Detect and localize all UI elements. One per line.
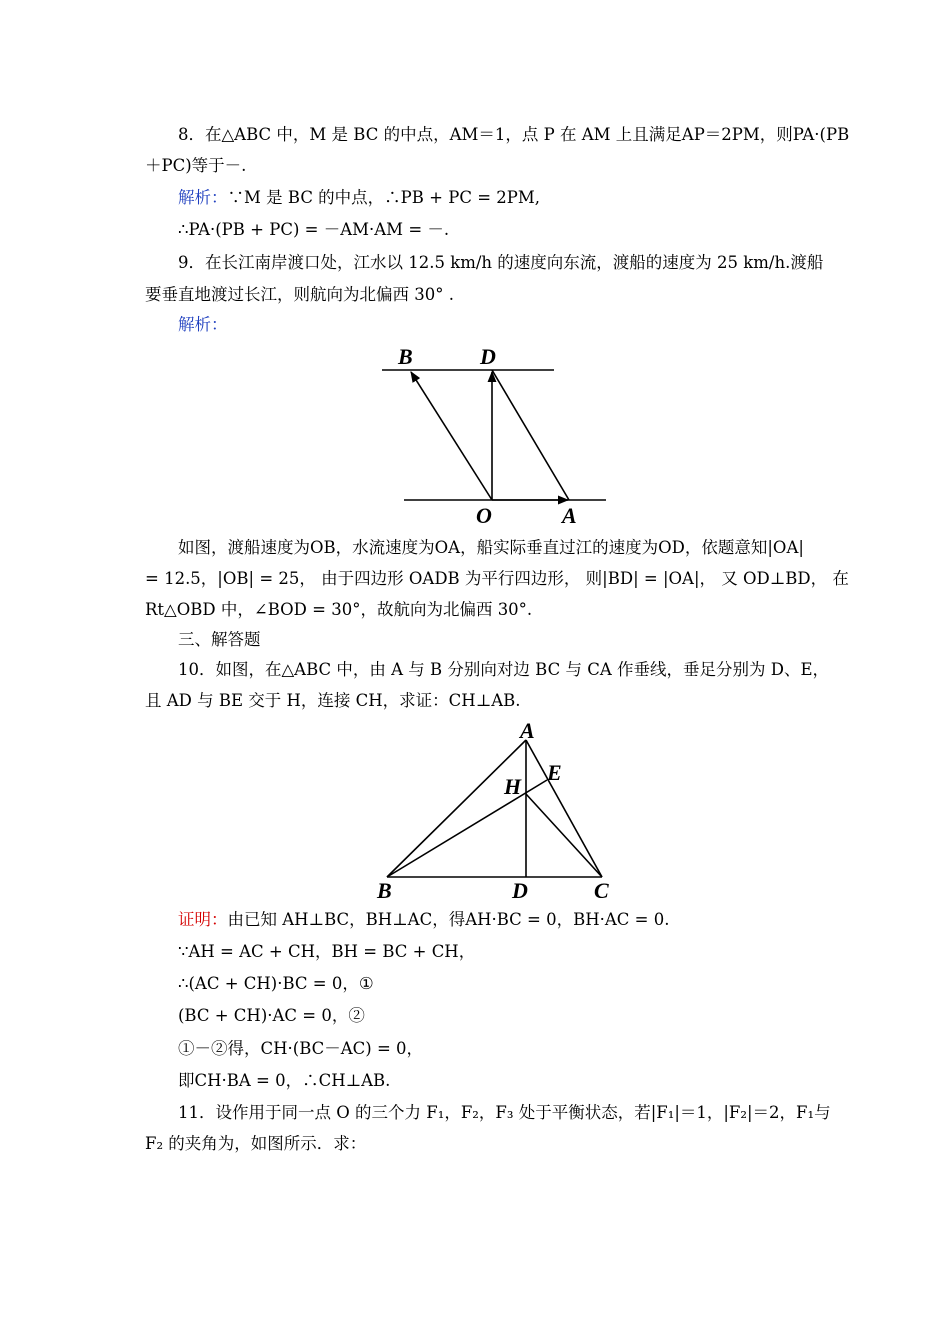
label-c: C <box>594 878 609 903</box>
label-b: B <box>377 878 392 903</box>
q8-line-1: 8．在△ABC 中，M 是 BC 的中点，AM＝1，点 P 在 AM 上且满足AP＝2PM，则PA·(PB <box>178 125 850 144</box>
label-e: E <box>547 760 562 785</box>
label-b: B <box>398 344 413 369</box>
q9-line-2: 要垂直地渡过长江，则航向为北偏西 30° . <box>145 285 454 304</box>
vector-ob <box>411 372 492 500</box>
q9-line-4: 如图，渡船速度为OB，水流速度为OA，船实际垂直过江的速度为OD，依题意知|OA| <box>178 538 804 557</box>
q9-line-5: = 12.5，|OB| = 25， 由于四边形 OADB 为平行四边形， 则|BD| = |OA|， 又 OD⊥BD， 在 <box>145 569 849 588</box>
triangle-diagram <box>366 720 626 904</box>
q10-line-5: ∴(AC + CH)·BC = 0，① <box>178 974 374 993</box>
label-a: A <box>520 720 535 743</box>
q10-line-2: 且 AD 与 BE 交于 H，连接 CH，求证：CH⊥AB. <box>145 691 521 710</box>
solution-label: 解析： <box>178 315 228 334</box>
q10-line-6: (BC + CH)·AC = 0，② <box>178 1006 365 1025</box>
segment-ch <box>526 794 602 877</box>
q10-line-1: 10．如图，在△ABC 中，由 A 与 B 分别向对边 BC 与 CA 作垂线，垂足分别为 D、E， <box>178 660 830 679</box>
q8-solution <box>178 187 843 209</box>
label-d: D <box>480 344 496 369</box>
q11-line-2: F₂ 的夹角为，如图所示．求： <box>145 1134 367 1153</box>
q11-line-1: 11．设作用于同一点 O 的三个力 F₁，F₂，F₃ 处于平衡状态，若|F₁|＝1，|F₂|＝2，F₁与 <box>178 1103 831 1122</box>
q10-line-8: 即CH·BA = 0，∴CH⊥AB. <box>178 1071 391 1090</box>
side-ac <box>526 740 602 877</box>
solution-label: 解析： <box>178 188 228 207</box>
q8-solution-text: ∵M 是 BC 的中点，∴PB + PC = 2PM, <box>227 188 541 207</box>
label-h: H <box>504 774 522 799</box>
q8-line-4: ∴PA·(PB + PC) = －AM·AM = －. <box>178 220 450 239</box>
q10-line-4: ∵AH = AC + CH，BH = BC + CH， <box>178 942 476 961</box>
segment-da <box>492 370 569 500</box>
q9-line-1: 9．在长江南岸渡口处，江水以 12.5 km/h 的速度向东流，渡船的速度为 25 km/h.渡船 <box>178 253 824 272</box>
q8-line-2: ＋PC)等于－. <box>145 156 247 175</box>
q9-line-6: Rt△OBD 中，∠BOD = 30°，故航向为北偏西 30°. <box>145 600 533 619</box>
q10-proof <box>178 909 843 931</box>
proof-label: 证明： <box>178 910 228 929</box>
q10-line-7: ①－②得，CH·(BC－AC) = 0， <box>178 1039 424 1058</box>
side-ab <box>387 740 526 877</box>
label-d: D <box>512 878 528 903</box>
section-heading: 三、解答题 <box>178 630 261 649</box>
q10-proof-text: 由已知 AH⊥BC，BH⊥AC，得AH·BC = 0，BH·AC = 0. <box>227 910 670 929</box>
label-o: O <box>476 503 492 528</box>
label-a: A <box>562 503 577 528</box>
altitude-be <box>387 780 547 877</box>
ferry-diagram <box>370 338 620 530</box>
